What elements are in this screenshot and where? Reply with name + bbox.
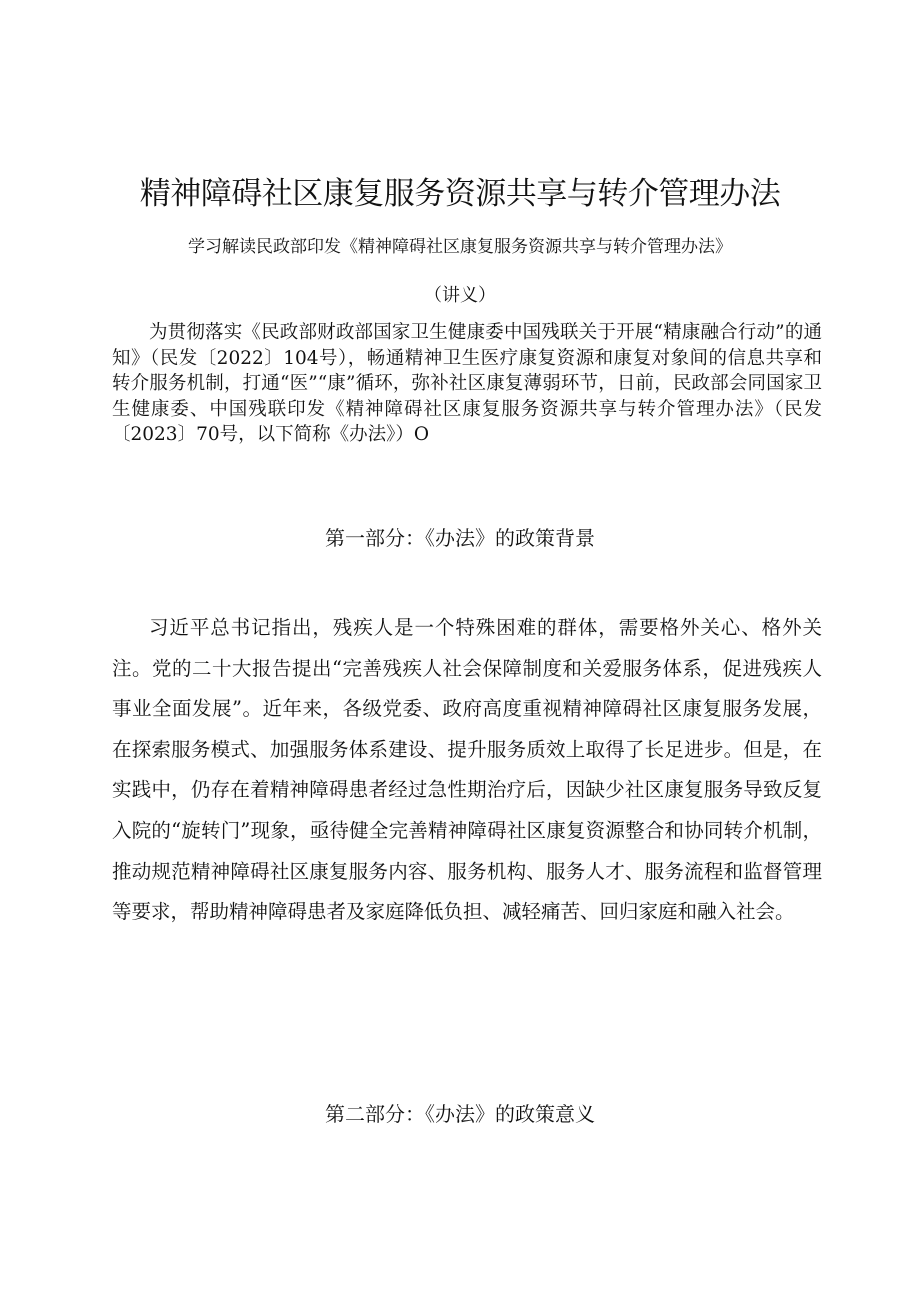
document-subtitle: 学习解读民政部印发《精神障碍社区康复服务资源共享与转介管理办法》 [188,237,732,257]
document-title: 精神障碍社区康复服务资源共享与转介管理办法 [139,176,781,212]
section-body-background: 习近平总书记指出，残疾人是一个特殊困难的群体，需要格外关心、格外关注。党的二十大报告提出“完善残疾人社会保障制度和关爱服务体系，促进残疾人事业全面发展”。近年来，各级党委、政府高度重视精神障碍社区康复服务发展，在探索服务模式、加强服务体系建设、提升服务质效上取得了长足进步。但是，在实践中，仍存在着精神障碍患者经过急性期治疗后，因缺少社区康复服务导致反复入院的“旋转门”现象，亟待健全完善精神障碍社区康复资源整合和协同转介机制，推动规范精神障碍社区康复服务内容、服务机构、服务人才、服务流程和监督管理等要求，帮助精神障碍患者及家庭降低负担、减轻痛苦、回归家庭和融入社会。 [112,616,822,924]
section-heading-significance: 第二部分：《办法》的政策意义 [325,1102,595,1126]
intro-paragraph: 为贯彻落实《民政部财政部国家卫生健康委中国残联关于开展“精康融合行动”的通知》（民发〔2022〕104号），畅通精神卫生医疗康复资源和康复对象间的信息共享和转介服务机制，打通“医”“康”循环，弥补社区康复薄弱环节，日前，民政部会同国家卫生健康委、中国残联印发《精神障碍社区康复服务资源共享与转介管理办法》（民发〔2023〕70号，以下简称《办法》）O [112,322,822,445]
handout-label: （讲义） [424,285,496,306]
section-heading-background: 第一部分：《办法》的政策背景 [325,526,595,550]
